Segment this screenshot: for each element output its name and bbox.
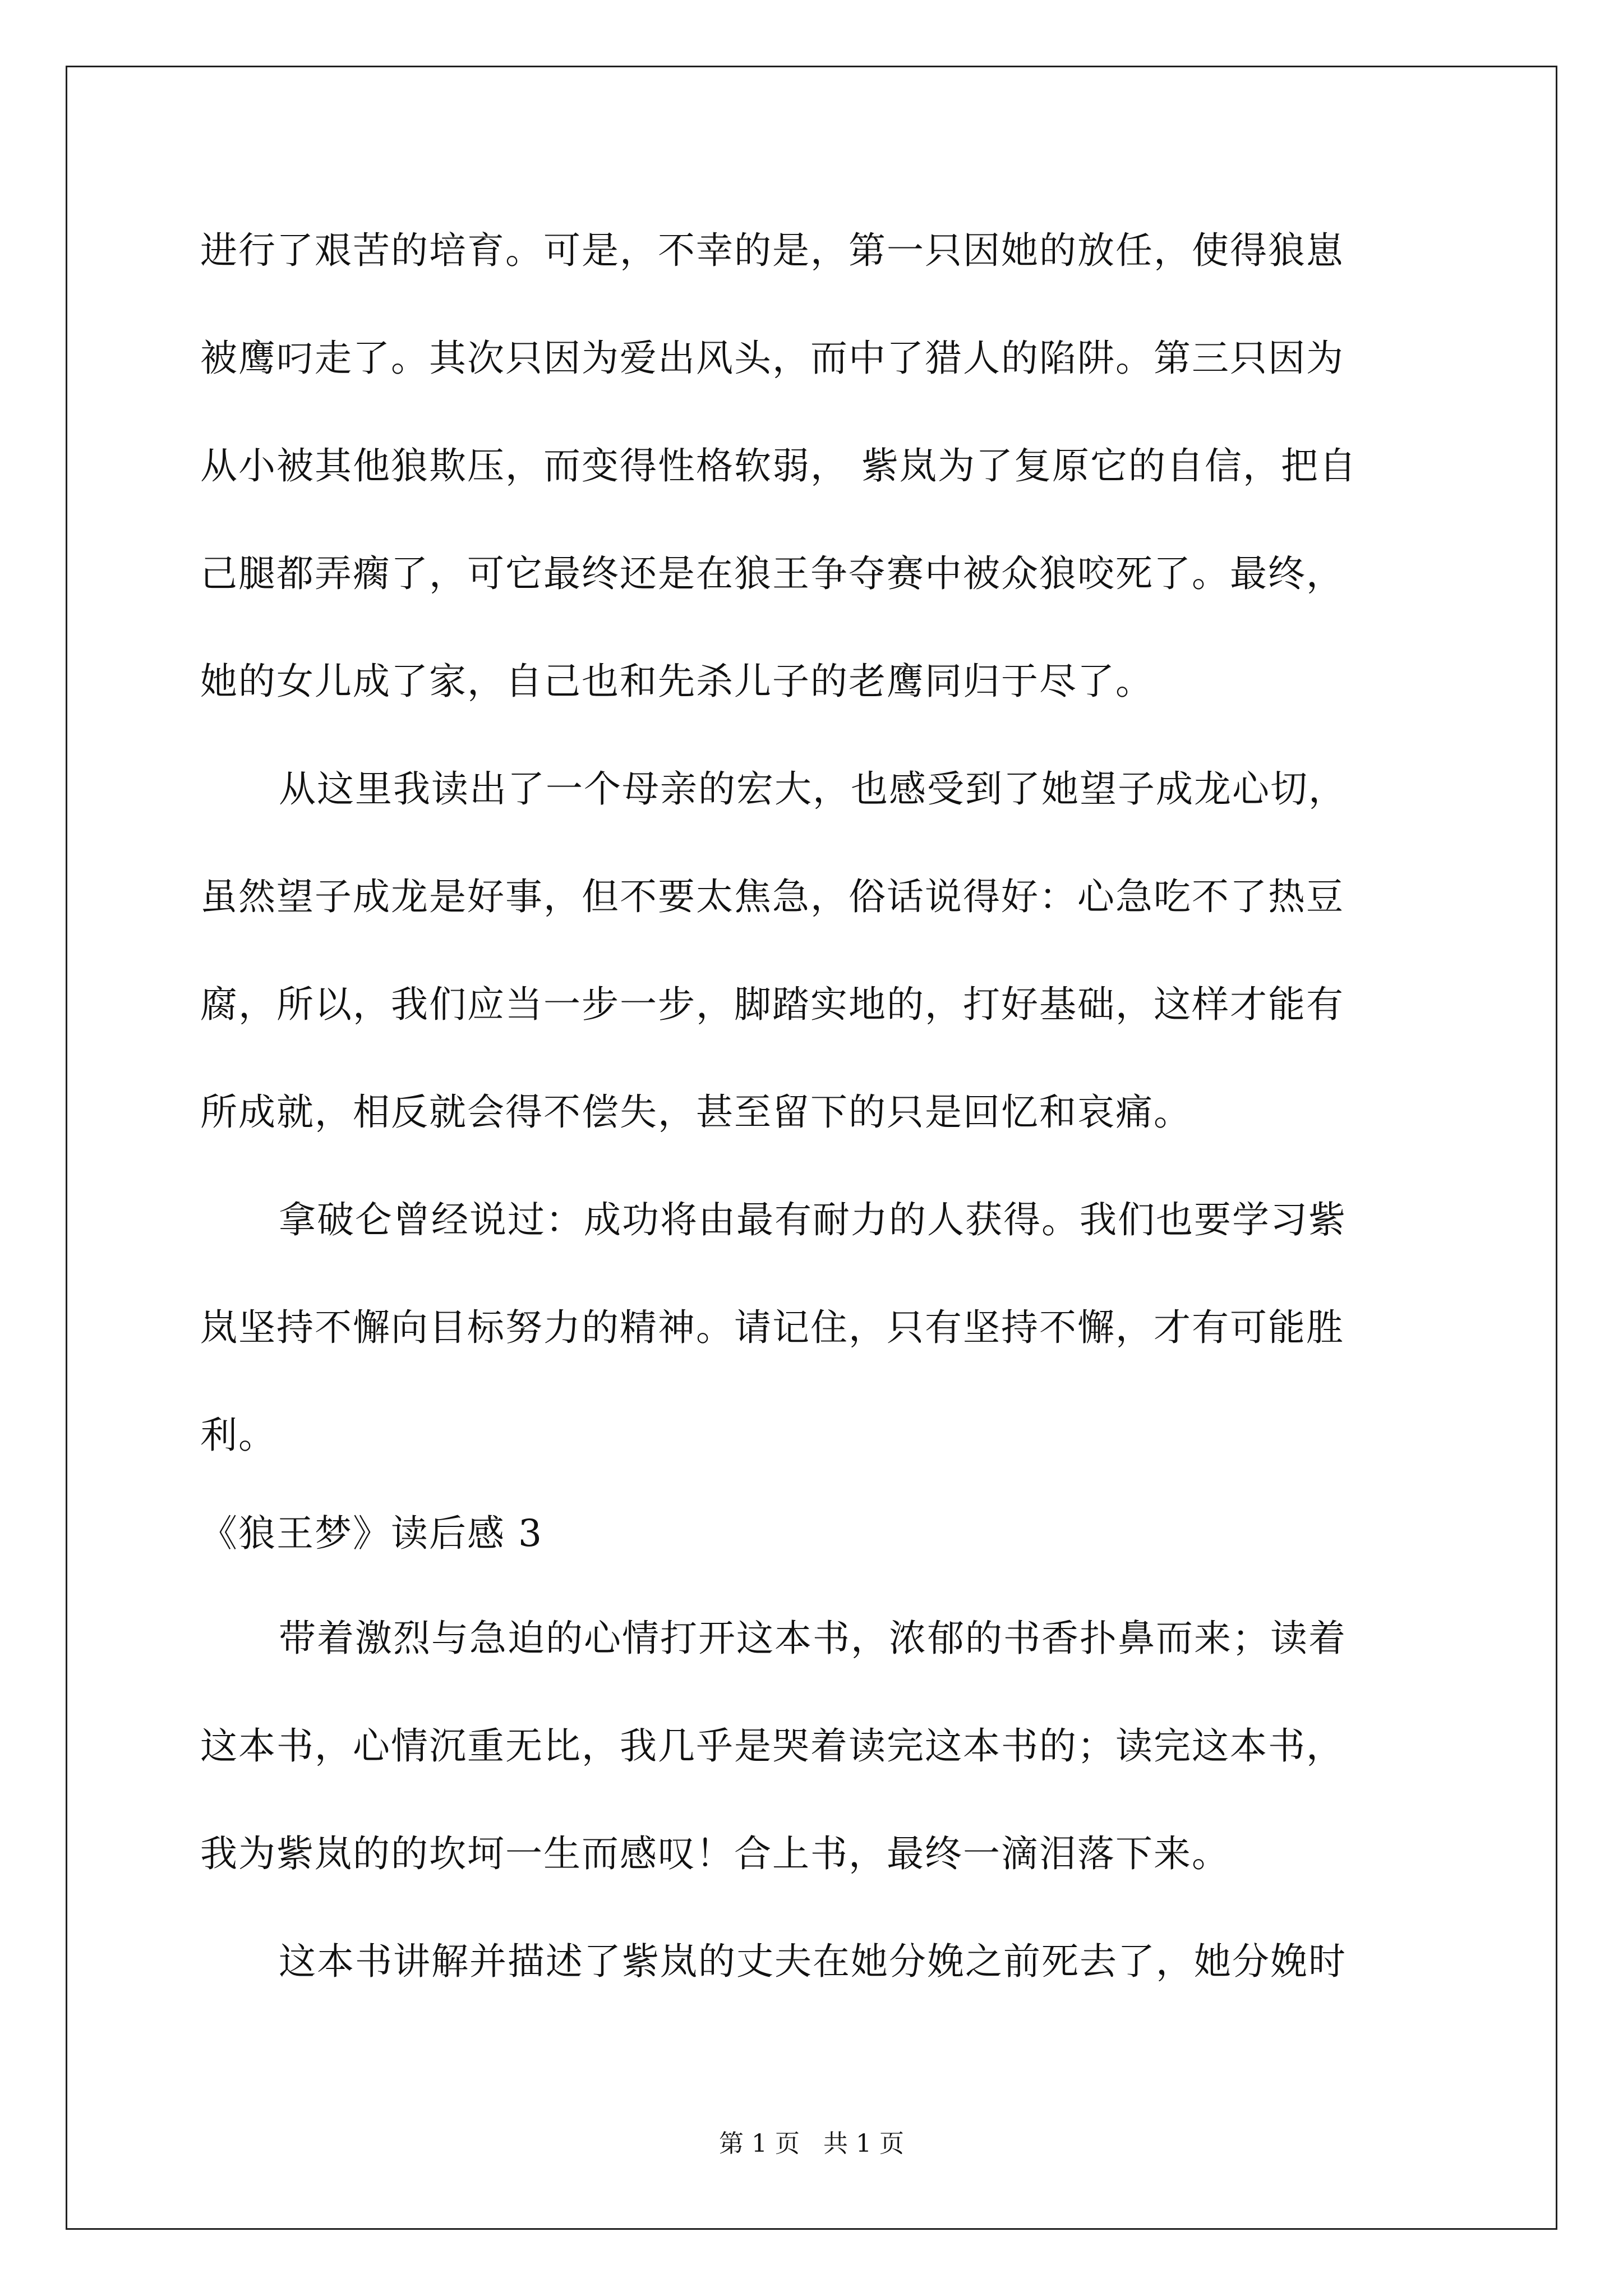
section-heading: 《狼王梦》读后感 3 [200, 1512, 543, 1555]
text-line: 这本书，心情沉重无比，我几乎是哭着读完这本书的；读完这本书， [200, 1724, 1344, 1768]
text-line: 岚坚持不懈向目标努力的精神。请记住，只有坚持不懈，才有可能胜 [200, 1306, 1344, 1349]
page-number-label: 第 1 页 共 1 页 [719, 2129, 904, 2158]
text-line: 从小被其他狼欺压，而变得性格软弱， 紫岚为了复原它的自信，把自 [200, 444, 1357, 487]
text-line: 从这里我读出了一个母亲的宏大，也感受到了她望子成龙心切， [279, 767, 1347, 811]
text-line: 腐，所以，我们应当一步一步，脚踏实地的，打好基础，这样才能有 [200, 983, 1344, 1026]
text-line: 虽然望子成龙是好事，但不要太焦急，俗话说得好：心急吃不了热豆 [200, 875, 1344, 918]
text-line: 进行了艰苦的培育。可是，不幸的是，第一只因她的放任，使得狼崽 [200, 229, 1344, 272]
text-line: 利。 [200, 1414, 276, 1457]
text-line: 她的女儿成了家，自己也和先杀儿子的老鹰同归于尽了。 [200, 660, 1154, 703]
page-footer [0, 2129, 1623, 2158]
text-line: 拿破仑曾经说过：成功将由最有耐力的人获得。我们也要学习紫 [279, 1198, 1347, 1241]
text-line: 我为紫岚的的坎坷一生而感叹！合上书，最终一滴泪落下来。 [200, 1832, 1230, 1875]
page-border [66, 66, 1557, 2230]
text-line: 所成就，相反就会得不偿失，甚至留下的只是回忆和哀痛。 [200, 1091, 1192, 1134]
text-line: 这本书讲解并描述了紫岚的丈夫在她分娩之前死去了，她分娩时 [279, 1940, 1347, 1983]
text-line: 己腿都弄瘸了，可它最终还是在狼王争夺赛中被众狼咬死了。最终， [200, 552, 1344, 595]
text-line: 被鹰叼走了。其次只因为爱出风头，而中了猎人的陷阱。第三只因为 [200, 337, 1344, 380]
text-line: 带着激烈与急迫的心情打开这本书，浓郁的书香扑鼻而来；读着 [279, 1617, 1347, 1660]
